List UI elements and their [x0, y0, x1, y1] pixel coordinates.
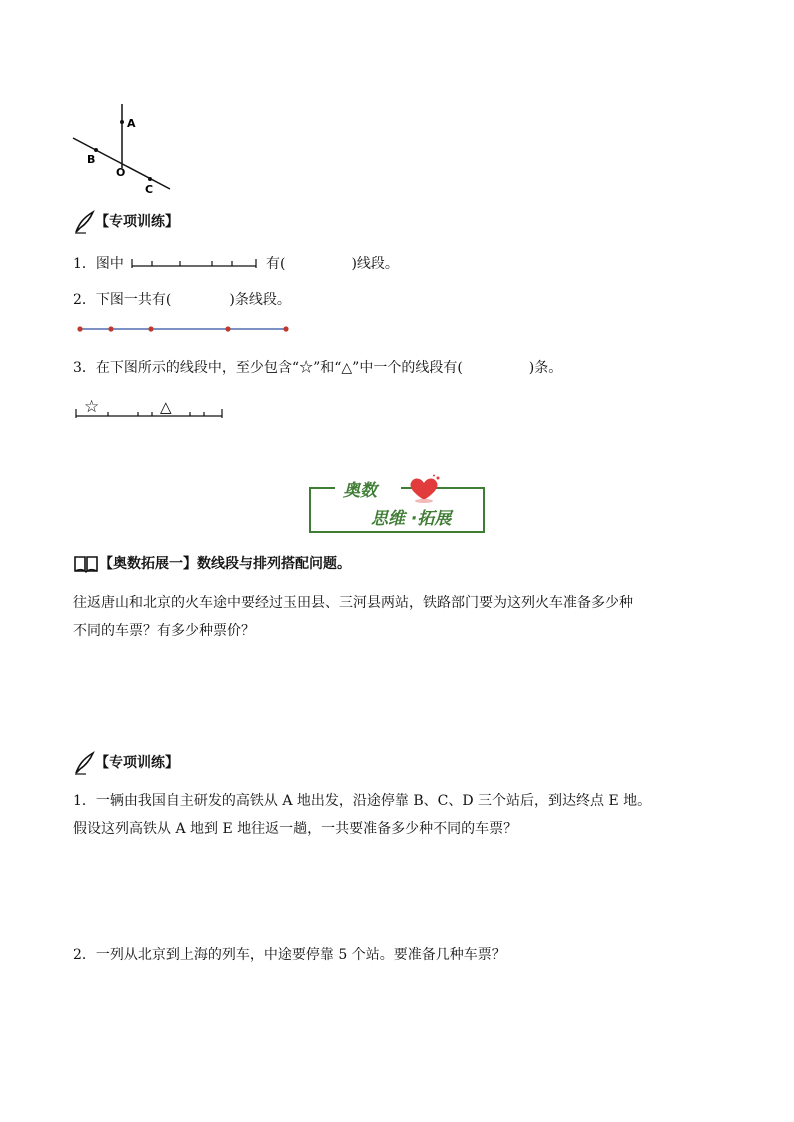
- q1-number: 1．: [73, 256, 96, 272]
- q2-dot: [108, 326, 113, 331]
- ext1-heading: [73, 554, 351, 574]
- section2-heading-text: 【专项训练】: [95, 755, 179, 771]
- q2-dot: [225, 326, 230, 331]
- s2-q1-line1: 1．一辆由我国自主研发的高铁从 A 地出发，沿途停靠 B、C、D 三个站后，到达终点 E 地。: [73, 793, 652, 809]
- q2-number: 2．: [73, 292, 96, 308]
- q2-text-after: )条线段。: [229, 292, 291, 308]
- q1-suffix: 有(: [266, 256, 286, 272]
- quill-icon: [73, 751, 95, 775]
- label-c: C: [145, 183, 154, 196]
- section1-heading: [73, 210, 179, 234]
- banner-line2: 思维 ·拓展: [371, 509, 452, 529]
- heart-icon: [404, 474, 444, 504]
- s2-q1-line2: 假设这列高铁从 A 地到 E 地往返一趟，一共要准备多少种不同的车票？: [73, 821, 518, 837]
- banner-olympiad-thinking: [309, 474, 485, 534]
- q3-triangle-icon: △: [160, 398, 172, 416]
- s2-question-1: [73, 787, 763, 843]
- q2-dot: [148, 326, 153, 331]
- q3-text: 在下图所示的线段中，至少包含“☆”和“△”中一个的线段有(: [95, 360, 463, 376]
- ext1-para-line2: 不同的车票？有多少种票价？: [73, 623, 255, 639]
- s1-question-1: [73, 254, 124, 274]
- section1-heading-text: 【专项训练】: [95, 214, 179, 230]
- q3-text-after: )条。: [528, 360, 563, 376]
- q2-dotted-line-figure: [76, 322, 292, 336]
- ext1-para-line1: 往返唐山和北京的火车途中要经过玉田县、三河县两站，铁路部门要为这列火车准备多少种: [73, 595, 633, 611]
- quill-icon: [73, 210, 95, 234]
- q3-segment-figure: [72, 392, 228, 422]
- label-a: A: [127, 117, 136, 130]
- point-b: [94, 148, 98, 152]
- label-o: O: [116, 166, 126, 179]
- point-c: [148, 177, 152, 181]
- q1-answer-suffix: [266, 254, 399, 274]
- geometry-figure: [65, 100, 185, 200]
- q1-tail: )线段。: [351, 256, 399, 272]
- s1-question-3: [73, 358, 562, 378]
- book-icon: [73, 554, 99, 574]
- q3-number: 3．: [73, 360, 96, 376]
- q2-dot: [283, 326, 288, 331]
- q3-star-icon: ☆: [84, 397, 100, 417]
- s2-question-2: 2．一列从北京到上海的列车，中途要停靠 5 个站。要准备几种车票？: [73, 947, 506, 963]
- s1-question-2: [73, 290, 291, 310]
- q2-dot: [77, 326, 82, 331]
- section2-heading: [73, 751, 179, 775]
- label-b: B: [87, 153, 96, 166]
- ext1-heading-text: 【奥数拓展一】数线段与排列搭配问题。: [99, 556, 351, 572]
- q1-prefix: 图中: [95, 256, 124, 272]
- banner-line1: 奥数: [343, 481, 377, 501]
- q1-segment-figure: [130, 256, 260, 270]
- point-a: [120, 120, 124, 124]
- ext1-paragraph: [73, 589, 763, 645]
- q2-text-before: 下图一共有(: [95, 292, 172, 308]
